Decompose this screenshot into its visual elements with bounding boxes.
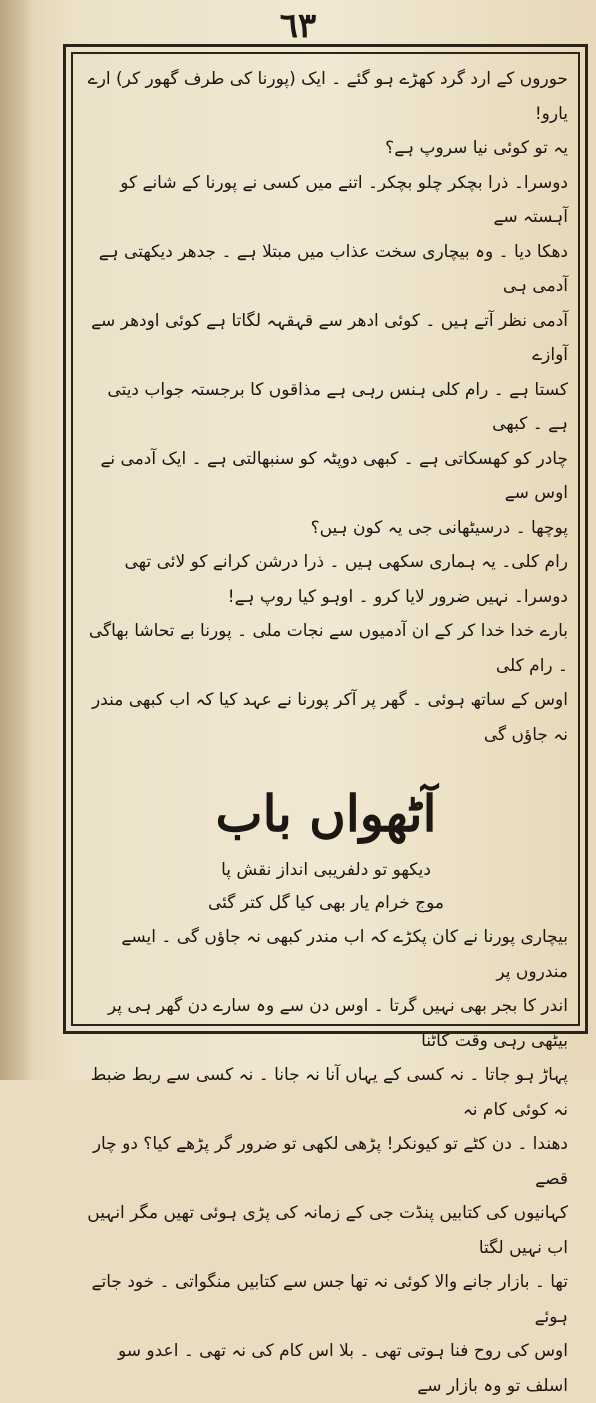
- text-line: اندر کا بجر بھی نہیں گرتا ۔ اوس دن سے وہ سارے دن گھر ہی پر بیٹھی رہی وقت کاٹنا: [107, 996, 568, 1051]
- dialogue-line: دوسرا۔ نہیں ضرور لایا کرو ۔ اوہو کیا روپ ہے!: [227, 586, 568, 607]
- text-line: بیچاری پورنا نے کان پکڑے کہ اب مندر کبھی نہ جاؤں گی ۔ ایسے مندروں پر: [121, 927, 568, 982]
- text-line: یہ تو کوئی نیا سروپ ہے؟: [385, 138, 568, 158]
- text-line: حوروں کے ارد گرد کھڑے ہو گئے ۔ ایک (پورنا کی طرف گھور کر) ارے یارو!: [87, 69, 568, 124]
- page-number: ٦٣: [279, 6, 317, 46]
- text-line: کہانیوں کی کتابیں پنڈت جی کے زمانہ کی پڑی ہوئی تھیں مگر انہیں اب نہیں لگتا: [87, 1203, 568, 1258]
- text-line: اوس کے ساتھ ہوئی ۔ گھر پر آکر پورنا نے عہد کیا کہ اب کبھی مندر نہ جاؤں گی: [91, 690, 568, 745]
- page-text: [84, 62, 568, 1403]
- text-line: پہاڑ ہو جاتا ۔ نہ کسی کے یہاں آنا نہ جانا ۔ نہ کسی سے ربط ضبط نہ کوئی کام نہ: [90, 1065, 568, 1120]
- text-line: دھکا دیا ۔ وہ بیچاری سخت عذاب میں مبتلا ہے ۔ جدھر دیکھتی ہے آدمی ہی: [98, 241, 568, 296]
- couplet-line: دیکھو تو دلفریبی انداز نقش پا: [221, 860, 431, 880]
- text-line: چادر کو کھسکاتی ہے ۔ کبھی دوپٹہ کو سنبھالتی ہے ۔ ایک آدمی نے اوس سے: [100, 448, 568, 503]
- text-line: دھندا ۔ دن کٹے تو کیونکر! پڑھی لکھی تو ضرور گر پڑھے کیا؟ دو چار قصے: [92, 1134, 568, 1189]
- binding-shadow: [0, 0, 34, 1080]
- couplet-line: موج خرام یار بھی کیا گل کتر گئی: [207, 893, 445, 913]
- text-line: تھا ۔ بازار جانے والا کوئی نہ تھا جس سے کتابیں منگواتی ۔ خود جاتے ہوئے: [91, 1272, 568, 1327]
- text-line: بارے خدا خدا کر کے ان آدمیوں سے نجات ملی ۔ پورنا بے تحاشا بھاگی ۔ رام کلی: [88, 621, 568, 676]
- text-line: اوس کی روح فنا ہوتی تھی ۔ بلا اس کام کی نہ تھی ۔ اعدو سو اسلف تو وہ بازار سے: [117, 1341, 568, 1396]
- dialogue-line: دوسرا۔ ذرا بچکر چلو بچکر۔ اتنے میں کسی نے پورنا کے شانے کو آہستہ سے: [120, 172, 568, 227]
- text-line: آدمی نظر آتے ہیں ۔ کوئی ادھر سے قہقہہ لگاتا ہے کوئی اودھر سے آوازے: [91, 310, 568, 365]
- dialogue-line: رام کلی۔ یہ ہماری سکھی ہیں ۔ ذرا درشن کرانے کو لائی تھی: [124, 552, 568, 572]
- chapter-title: آٹھواں باب: [215, 784, 437, 843]
- text-line: پوچھا ۔ درسیٹھانی جی یہ کون ہیں؟: [310, 517, 568, 538]
- text-line: کستا ہے ۔ رام کلی ہنس رہی ہے مذاقوں کا برجستہ جواب دیتی ہے ۔ کبھی: [107, 379, 568, 434]
